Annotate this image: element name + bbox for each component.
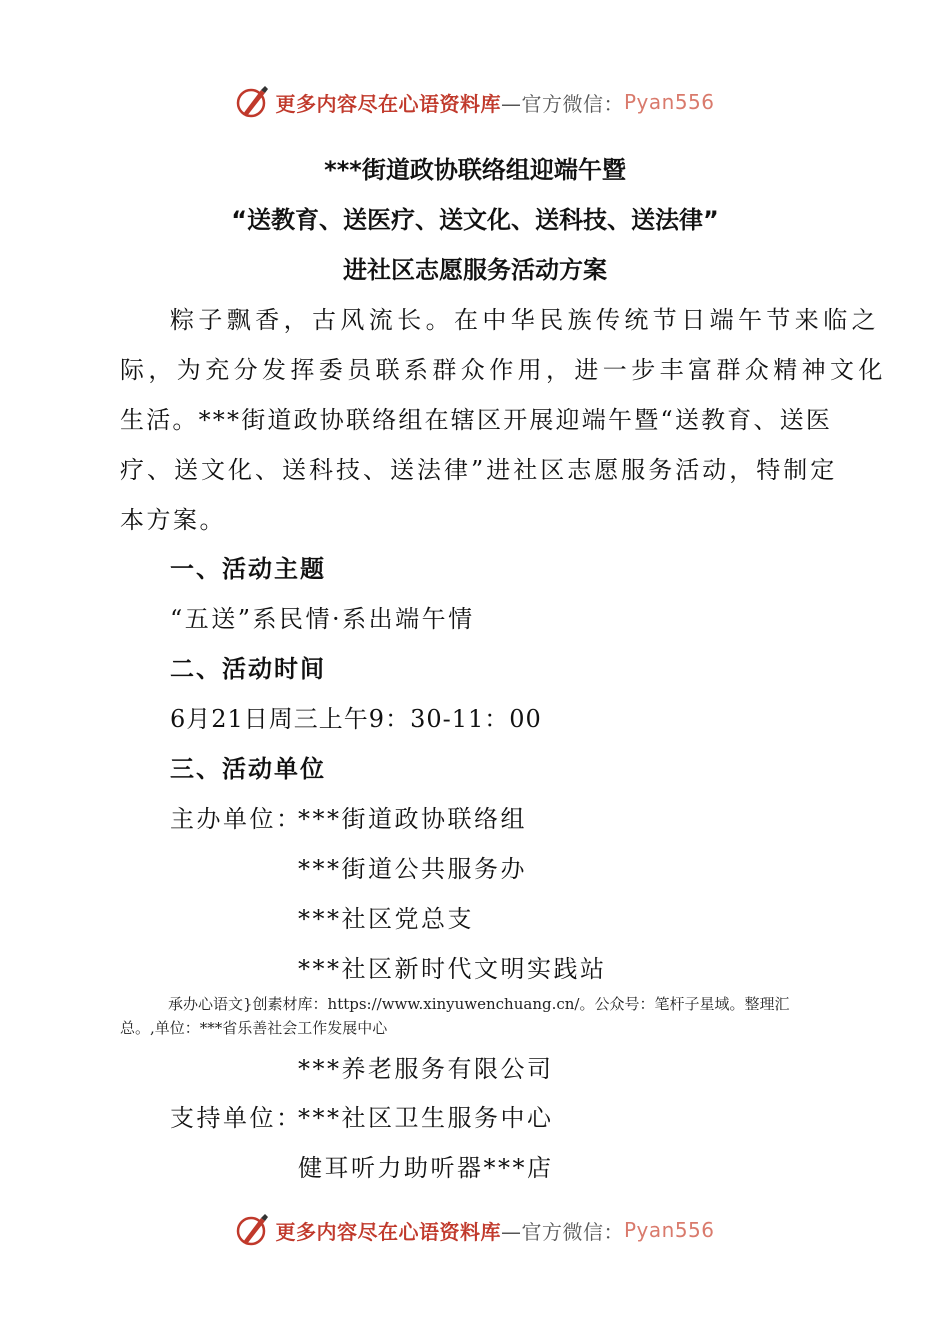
host-unit-2: ***街道公共服务办 [298,855,527,883]
intro-line-4: 疗、送文化、送科技、送法律”进社区志愿服务活动，特制定 [120,456,838,484]
footer-watermark [0,1208,950,1252]
host-unit-1: ***街道政协联络组 [298,805,527,833]
host-label: 主办单位： [170,805,303,833]
pen-logo-icon [235,1212,271,1248]
title-line-3: 进社区志愿服务活动方案 [343,256,607,284]
host-unit-3: ***社区党总支 [298,905,474,933]
header-watermark [0,80,950,124]
support-unit-1: ***社区卫生服务中心 [298,1104,554,1132]
note-line-2: 总。,单位：***省乐善社会工作发展中心 [120,1019,388,1037]
watermark-text: 更多内容尽在心语资料库 [275,1219,501,1244]
support-unit-2: 健耳听力助听器***店 [298,1154,554,1182]
watermark-text: 更多内容尽在心语资料库 [275,91,501,116]
time-text: 6月21日周三上午9：30-11：00 [170,705,542,733]
intro-line-2: 际，为充分发挥委员联系群众作用，进一步丰富群众精神文化 [120,356,887,384]
title-line-1: ***街道政协联络组迎端午暨 [324,156,626,184]
watermark-tail: —官方微信： [500,91,624,116]
inserted-note [120,992,830,1040]
pen-logo-icon [235,84,271,120]
watermark-tail: —官方微信： [500,1219,624,1244]
intro-line-1: 粽子飘香，古风流长。在中华民族传统节日端午节来临之 [170,306,880,334]
title-line-2: “送教育、送医疗、送文化、送科技、送法律” [231,206,719,234]
intro-line-5: 本方案。 [120,506,226,534]
theme-text: “五送”系民情·系出端午情 [170,605,475,633]
note-line-1: 承办心语文}创素材库：https://www.xinyuwenchuang.cn/。公众号：笔杆子星域。整理汇 [168,995,790,1013]
host-unit-4: ***社区新时代文明实践站 [298,955,607,983]
theme-heading: 一、活动主题 [170,555,326,583]
watermark-id: Pyan556 [623,1218,715,1242]
support-label: 支持单位： [170,1104,303,1132]
time-heading: 二、活动时间 [170,655,326,683]
co-organizer: ***养老服务有限公司 [298,1055,554,1083]
watermark-id: Pyan556 [623,90,715,114]
units-heading: 三、活动单位 [170,755,326,783]
intro-line-3: 生活。***街道政协联络组在辖区开展迎端午暨“送教育、送医 [120,406,833,434]
